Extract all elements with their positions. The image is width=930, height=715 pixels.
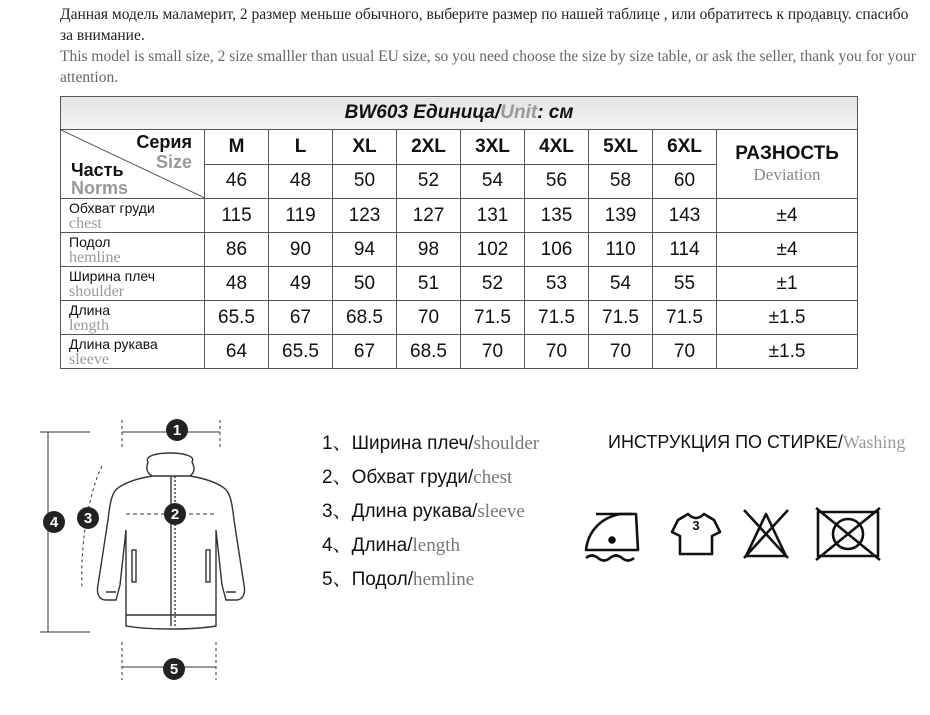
header-norms: Norms	[71, 178, 129, 198]
legend-ru: Ширина плеч/	[351, 433, 474, 454]
row-label	[61, 233, 205, 267]
table-cell: 49	[269, 267, 333, 301]
row-label-en: chest	[69, 214, 102, 232]
legend-item: 1、Ширина плеч/shoulder	[322, 433, 540, 454]
legend-ru: Длина/	[351, 535, 413, 556]
norm-cell: 48	[269, 164, 333, 199]
table-cell: 53	[525, 267, 589, 301]
size-label: 2XL	[397, 130, 461, 165]
deviation-cell: ±1.5	[717, 301, 858, 335]
marker-4-label: 4	[49, 514, 59, 531]
deviation-cell: ±1.5	[717, 335, 858, 369]
deviation-label: РАЗНОСТЬ	[735, 143, 839, 164]
measurement-legend	[322, 428, 539, 598]
table-cell: 71.5	[653, 301, 717, 335]
row-label	[61, 199, 205, 233]
legend-item: 4、Длина/length	[322, 535, 460, 556]
row-label-en: shoulder	[69, 282, 125, 300]
row-label-ru: Длина рукава	[69, 335, 158, 352]
care-icons	[580, 500, 900, 570]
size-label: XL	[333, 130, 397, 165]
table-cell: 65.5	[205, 301, 269, 335]
table-cell: 119	[269, 199, 333, 233]
intro-en: This model is small size, 2 size smalller than usual EU size, so you need choose the size by size table, or ask the seller, thank you for your attention.	[60, 48, 916, 86]
legend-en: shoulder	[473, 433, 540, 454]
do-not-bleach-icon	[744, 510, 788, 558]
legend-ru: Обхват груди/	[351, 467, 474, 488]
table-cell: 71.5	[589, 301, 653, 335]
size-label: 3XL	[461, 130, 525, 165]
norm-cell: 60	[653, 164, 717, 199]
table-row	[61, 199, 858, 233]
table-cell: 50	[333, 267, 397, 301]
table-cell: 70	[589, 335, 653, 369]
marker-2-label: 2	[170, 506, 180, 523]
table-cell: 98	[397, 233, 461, 267]
legend-item: 5、Подол/hemline	[322, 569, 475, 590]
size-table	[60, 96, 858, 369]
marker-numbers	[50, 422, 181, 678]
jacket-diagram	[30, 410, 310, 710]
title-unit-en: Unit	[500, 102, 538, 123]
header-chast: Часть	[71, 160, 124, 180]
do-not-tumble-dry-icon	[816, 508, 880, 560]
table-row	[61, 335, 858, 369]
size-label: 4XL	[525, 130, 589, 165]
row-label-ru: Обхват груди	[69, 199, 155, 216]
table-cell: 70	[525, 335, 589, 369]
norm-cell: 52	[397, 164, 461, 199]
table-cell: 71.5	[525, 301, 589, 335]
table-cell: 135	[525, 199, 589, 233]
table-title	[61, 97, 858, 130]
iron-low-heat-icon	[586, 514, 638, 561]
jacket-outline	[97, 453, 244, 629]
table-cell: 68.5	[333, 301, 397, 335]
legend-num: 3	[322, 501, 333, 522]
hand-wash-tshirt-icon	[672, 514, 720, 554]
table-cell: 70	[653, 335, 717, 369]
marker-5-label: 5	[169, 661, 179, 678]
norm-cell: 46	[205, 164, 269, 199]
row-label-en: length	[69, 316, 109, 334]
table-cell: 67	[333, 335, 397, 369]
size-label: 5XL	[589, 130, 653, 165]
row-label	[61, 267, 205, 301]
size-label: 6XL	[653, 130, 717, 165]
legend-en: hemline	[413, 569, 475, 590]
header-corner	[61, 130, 205, 199]
table-cell: 86	[205, 233, 269, 267]
intro-text	[60, 4, 920, 88]
norm-cell: 56	[525, 164, 589, 199]
legend-num: 4	[322, 535, 333, 556]
table-cell: 71.5	[461, 301, 525, 335]
row-label-en: sleeve	[69, 350, 109, 368]
table-cell: 143	[653, 199, 717, 233]
table-cell: 110	[589, 233, 653, 267]
table-cell: 48	[205, 267, 269, 301]
table-cell: 52	[461, 267, 525, 301]
row-label-ru: Подол	[69, 233, 111, 250]
table-cell: 67	[269, 301, 333, 335]
table-cell: 70	[397, 301, 461, 335]
row-label-ru: Ширина плеч	[69, 267, 156, 284]
deviation-cell: ±4	[717, 199, 858, 233]
table-cell: 115	[205, 199, 269, 233]
marker-1-label: 1	[172, 422, 182, 439]
size-label: M	[205, 130, 269, 165]
table-cell: 114	[653, 233, 717, 267]
table-cell: 68.5	[397, 335, 461, 369]
table-cell: 123	[333, 199, 397, 233]
row-label-ru: Длина	[69, 301, 110, 318]
marker-3-label: 3	[83, 510, 93, 527]
legend-en: chest	[473, 467, 513, 488]
tshirt-number: 3	[692, 518, 700, 533]
table-cell: 94	[333, 233, 397, 267]
intro-ru: Данная модель маламерит, 2 размер меньше обычного, выберите размер по нашей таблице , или обратитесь к продавцу. спасибо за внимание.	[60, 6, 909, 44]
header-seria: Серия	[136, 132, 192, 152]
table-cell: 64	[205, 335, 269, 369]
deviation-header	[717, 130, 858, 199]
table-cell: 90	[269, 233, 333, 267]
table-cell: 51	[397, 267, 461, 301]
legend-en: sleeve	[477, 501, 525, 522]
table-cell: 55	[653, 267, 717, 301]
table-cell: 54	[589, 267, 653, 301]
table-cell: 65.5	[269, 335, 333, 369]
table-row	[61, 233, 858, 267]
table-cell: 131	[461, 199, 525, 233]
legend-en: length	[412, 535, 460, 556]
table-row	[61, 267, 858, 301]
deviation-cell: ±4	[717, 233, 858, 267]
row-label	[61, 335, 205, 369]
table-cell: 127	[397, 199, 461, 233]
table-row	[61, 301, 858, 335]
washing-title	[608, 432, 905, 453]
marker-circles	[43, 419, 188, 680]
deviation-en: Deviation	[753, 165, 821, 184]
title-model: BW603 Единица/	[344, 102, 501, 123]
legend-item: 3、Длина рукава/sleeve	[322, 501, 525, 522]
deviation-cell: ±1	[717, 267, 858, 301]
norm-cell: 54	[461, 164, 525, 199]
norm-cell: 50	[333, 164, 397, 199]
legend-num: 2	[322, 467, 333, 488]
table-cell: 102	[461, 233, 525, 267]
row-label	[61, 301, 205, 335]
legend-item: 2、Обхват груди/chest	[322, 467, 513, 488]
legend-ru: Подол/	[351, 569, 414, 590]
table-cell: 106	[525, 233, 589, 267]
washing-en: Washing	[842, 432, 906, 452]
table-body	[61, 199, 858, 369]
row-label-en: hemline	[69, 248, 121, 266]
table-cell: 70	[461, 335, 525, 369]
size-label: L	[269, 130, 333, 165]
washing-ru: ИНСТРУКЦИЯ ПО СТИРКЕ/	[608, 432, 843, 452]
legend-num: 1	[322, 433, 333, 454]
title-unit: : см	[537, 102, 574, 123]
norm-cell: 58	[589, 164, 653, 199]
legend-num: 5	[322, 569, 333, 590]
table-cell: 139	[589, 199, 653, 233]
header-size: Size	[155, 152, 192, 172]
legend-ru: Длина рукава/	[351, 501, 478, 522]
